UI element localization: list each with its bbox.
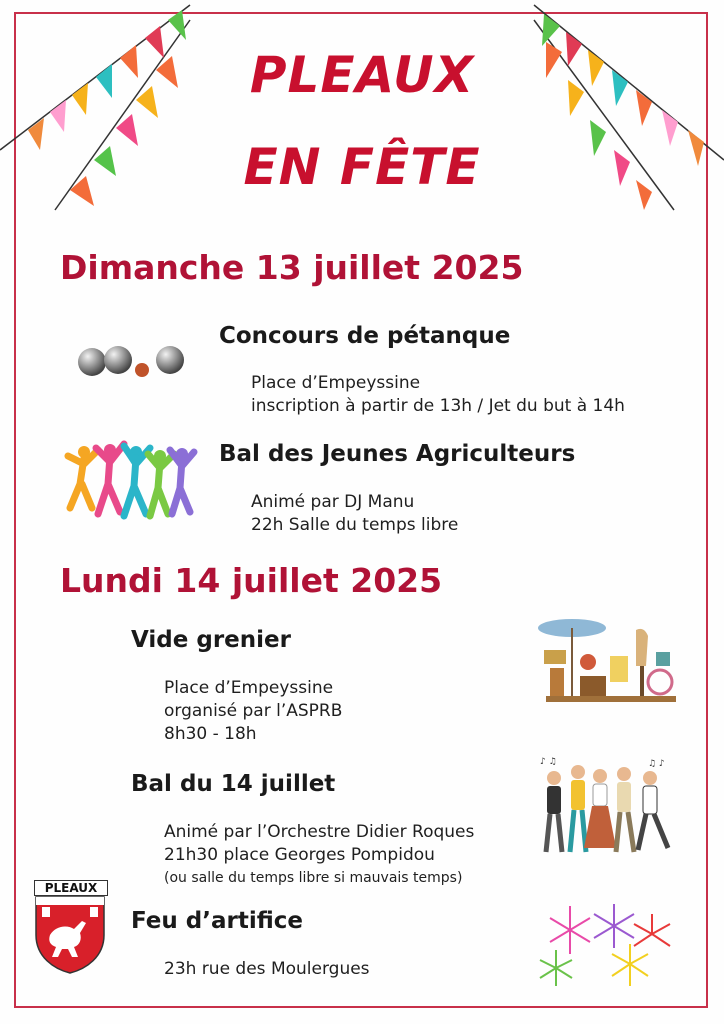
event-title-petanque: Concours de pétanque <box>219 323 511 349</box>
event-line: 23h rue des Moulergues <box>164 959 370 979</box>
event-line: Animé par DJ Manu <box>251 492 415 512</box>
day-heading-monday: Lundi 14 juillet 2025 <box>60 561 443 600</box>
flea-market-icon <box>536 616 680 706</box>
dancers-silhouette-icon <box>64 438 198 526</box>
dancing-people-icon <box>538 756 678 860</box>
petanque-balls-icon <box>76 344 188 380</box>
event-line: Place d’Empeyssine <box>164 678 334 698</box>
poster-title-line2: EN FÊTE <box>243 138 481 196</box>
event-title-bal-jeunes: Bal des Jeunes Agriculteurs <box>219 441 576 467</box>
poster-title-line1: PLEAUX <box>249 46 475 104</box>
event-line: Place d’Empeyssine <box>251 373 421 393</box>
crest-label: PLEAUX <box>34 880 108 896</box>
event-title-feu-artifice: Feu d’artifice <box>131 908 303 934</box>
day-heading-sunday: Dimanche 13 juillet 2025 <box>60 248 524 287</box>
event-line: (ou salle du temps libre si mauvais temps) <box>164 870 463 886</box>
svg-text:♫ ♪: ♫ ♪ <box>648 759 665 769</box>
event-line: inscription à partir de 13h / Jet du but à 14h <box>251 396 625 416</box>
pleaux-crest-icon <box>34 895 106 975</box>
event-line: organisé par l’ASPRB <box>164 701 343 721</box>
event-title-bal-14-juillet: Bal du 14 juillet <box>131 771 336 797</box>
fireworks-icon <box>536 900 676 992</box>
event-line: 22h Salle du temps libre <box>251 515 459 535</box>
event-line: Animé par l’Orchestre Didier Roques <box>164 822 475 842</box>
svg-text:♪ ♫: ♪ ♫ <box>540 757 557 767</box>
event-line: 21h30 place Georges Pompidou <box>164 845 435 865</box>
event-title-vide-grenier: Vide grenier <box>131 627 291 653</box>
event-line: 8h30 - 18h <box>164 724 257 744</box>
